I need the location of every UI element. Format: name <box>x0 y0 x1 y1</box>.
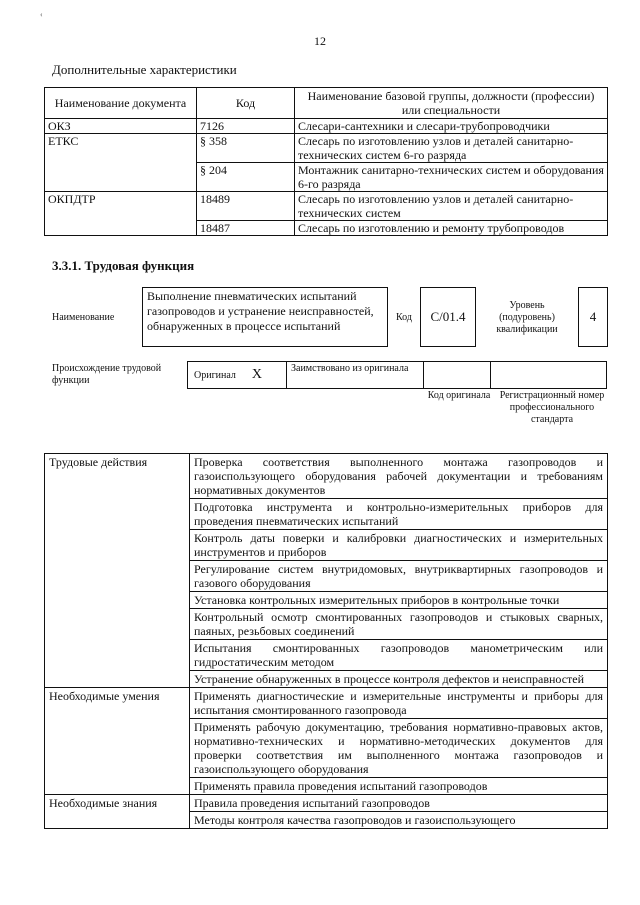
function-name-box: Выполнение пневматических испытаний газопроводов и устранение неисправностей, обнаруженных в процессе испытаний <box>142 287 388 347</box>
row-name: Монтажник санитарно-технических систем и оборудования 6-го разряда <box>295 163 608 192</box>
row-code: 18489 <box>197 192 295 221</box>
list-item: Испытания смонтированных газопроводов манометрическим или гидростатическим методом <box>190 640 608 671</box>
scan-mark: ‹ <box>40 10 43 19</box>
list-item: Контрольный осмотр смонтированных газопроводов и стыковых сварных, паяных, резьбовых соединений <box>190 609 608 640</box>
reg-number-label: Регистрационный номер профессионального стандарта <box>499 390 605 425</box>
knowledge-label: Необходимые знания <box>45 795 190 829</box>
list-item: Правила проведения испытаний газопроводов <box>190 795 608 812</box>
origin-row <box>188 361 608 389</box>
origin-label: Происхождение трудовой функции <box>52 363 162 386</box>
section-title: 3.3.1. Трудовая функция <box>52 258 195 273</box>
list-item: Применять рабочую документацию, требования нормативно-правовых актов, нормативно-технических и нормативно-методических документов для проверки соответствия им выполненного монтажа газопроводов и газоиспользующего оборудования <box>190 719 608 778</box>
row-doc: ЕТКС <box>45 134 197 192</box>
list-item: Регулирование систем внутридомовых, внутриквартирных газопроводов и газового оборудования <box>190 561 608 592</box>
reg-number-cell <box>490 361 607 389</box>
list-item: Применять диагностические и измерительные инструменты и приборы для испытания смонтированного газопровода <box>190 688 608 719</box>
code-original-cell <box>423 361 491 389</box>
header-code: Код <box>197 88 295 119</box>
table-row <box>45 688 608 719</box>
row-doc: ОКПДТР <box>45 192 197 236</box>
level-label: Уровень (подуровень) квалификации <box>496 300 558 335</box>
extra-characteristics-table <box>44 87 608 236</box>
table-row <box>45 119 608 134</box>
list-item: Проверка соответствия выполненного монтажа газопроводов и газоиспользующего оборудования рабочей документации и требованиям нормативных документов <box>190 454 608 499</box>
skills-label: Необходимые умения <box>45 688 190 795</box>
list-item: Устранение обнаруженных в процессе контроля дефектов и неисправностей <box>190 671 608 688</box>
level-box: 4 <box>578 287 608 347</box>
row-doc: ОКЗ <box>45 119 197 134</box>
extra-characteristics-title: Дополнительные характеристики <box>52 62 237 77</box>
page-number: 12 <box>314 34 326 48</box>
row-code: 7126 <box>197 119 295 134</box>
list-item: Установка контрольных измерительных приборов в контрольные точки <box>190 592 608 609</box>
actions-label: Трудовые действия <box>45 454 190 688</box>
row-name: Слесарь по изготовлению узлов и деталей санитарно-технических систем <box>295 192 608 221</box>
name-label: Наименование <box>52 312 115 323</box>
row-name: Слесарь по изготовлению и ремонту трубопроводов <box>295 221 608 236</box>
row-code: § 358 <box>197 134 295 163</box>
list-item: Методы контроля качества газопроводов и газоиспользующего <box>190 812 608 829</box>
table-row <box>45 454 608 499</box>
original-label: Оригинал <box>194 369 236 381</box>
row-code: § 204 <box>197 163 295 192</box>
header-group-name: Наименование базовой группы, должности (профессии) или специальности <box>295 88 608 119</box>
table-row <box>45 795 608 812</box>
code-label: Код <box>396 312 412 323</box>
list-item: Подготовка инструмента и контрольно-измерительных приборов для проведения пневматических испытаний <box>190 499 608 530</box>
function-code-box: С/01.4 <box>420 287 476 347</box>
list-item: Контроль даты поверки и калибровки диагностических и измерительных инструментов и приборов <box>190 530 608 561</box>
original-mark: X <box>251 367 263 382</box>
list-item: Применять правила проведения испытаний газопроводов <box>190 778 608 795</box>
code-original-label: Код оригинала <box>427 390 491 401</box>
header-document: Наименование документа <box>45 88 197 119</box>
row-name: Слесарь по изготовлению узлов и деталей санитарно-технических систем 6-го разряда <box>295 134 608 163</box>
row-code: 18487 <box>197 221 295 236</box>
original-cell <box>187 361 287 389</box>
table-row <box>45 192 608 221</box>
function-details-table <box>44 453 608 829</box>
row-name: Слесари-сантехники и слесари-трубопроводчики <box>295 119 608 134</box>
borrowed-cell: Заимствовано из оригинала <box>286 361 424 389</box>
table-row <box>45 134 608 163</box>
